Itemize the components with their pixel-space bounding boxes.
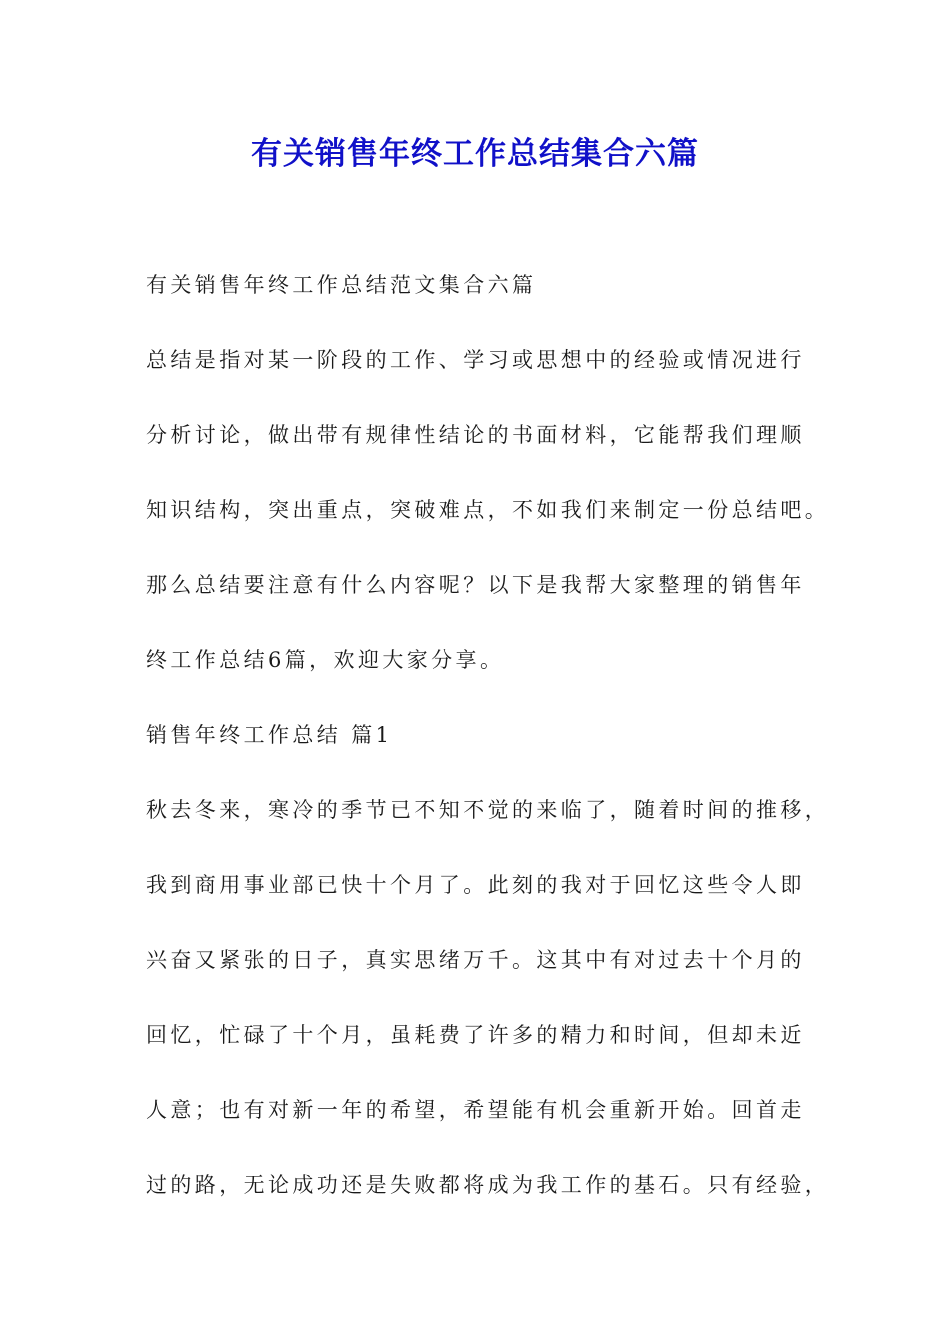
- body-line-5: 人意；也有对新一年的希望，希望能有机会重新开始。回首走: [146, 1098, 805, 1122]
- intro-line-1: 总结是指对某一阶段的工作、学习或思想中的经验或情况进行: [146, 348, 805, 372]
- intro-line-2: 分析讨论，做出带有规律性结论的书面材料，它能帮我们理顺: [146, 423, 805, 447]
- intro-line-5: 终工作总结6篇，欢迎大家分享。: [146, 648, 505, 672]
- intro-line-3: 知识结构，突出重点，突破难点，不如我们来制定一份总结吧。: [146, 498, 830, 522]
- body-line-6: 过的路，无论成功还是失败都将成为我工作的基石。只有经验，: [146, 1173, 830, 1197]
- body-line-2: 我到商用事业部已快十个月了。此刻的我对于回忆这些令人即: [146, 873, 805, 897]
- section-heading: 销售年终工作总结 篇1: [146, 723, 393, 747]
- body-line-1: 秋去冬来，寒冷的季节已不知不觉的来临了，随着时间的推移，: [146, 798, 830, 822]
- intro-line-4: 那么总结要注意有什么内容呢？以下是我帮大家整理的销售年: [146, 573, 805, 597]
- body-line-3: 兴奋又紧张的日子，真实思绪万千。这其中有对过去十个月的: [146, 948, 805, 972]
- subtitle-line: 有关销售年终工作总结范文集合六篇: [146, 273, 537, 297]
- body-line-4: 回忆，忙碌了十个月，虽耗费了许多的精力和时间，但却未近: [146, 1023, 805, 1047]
- document-title: 有关销售年终工作总结集合六篇: [251, 136, 699, 172]
